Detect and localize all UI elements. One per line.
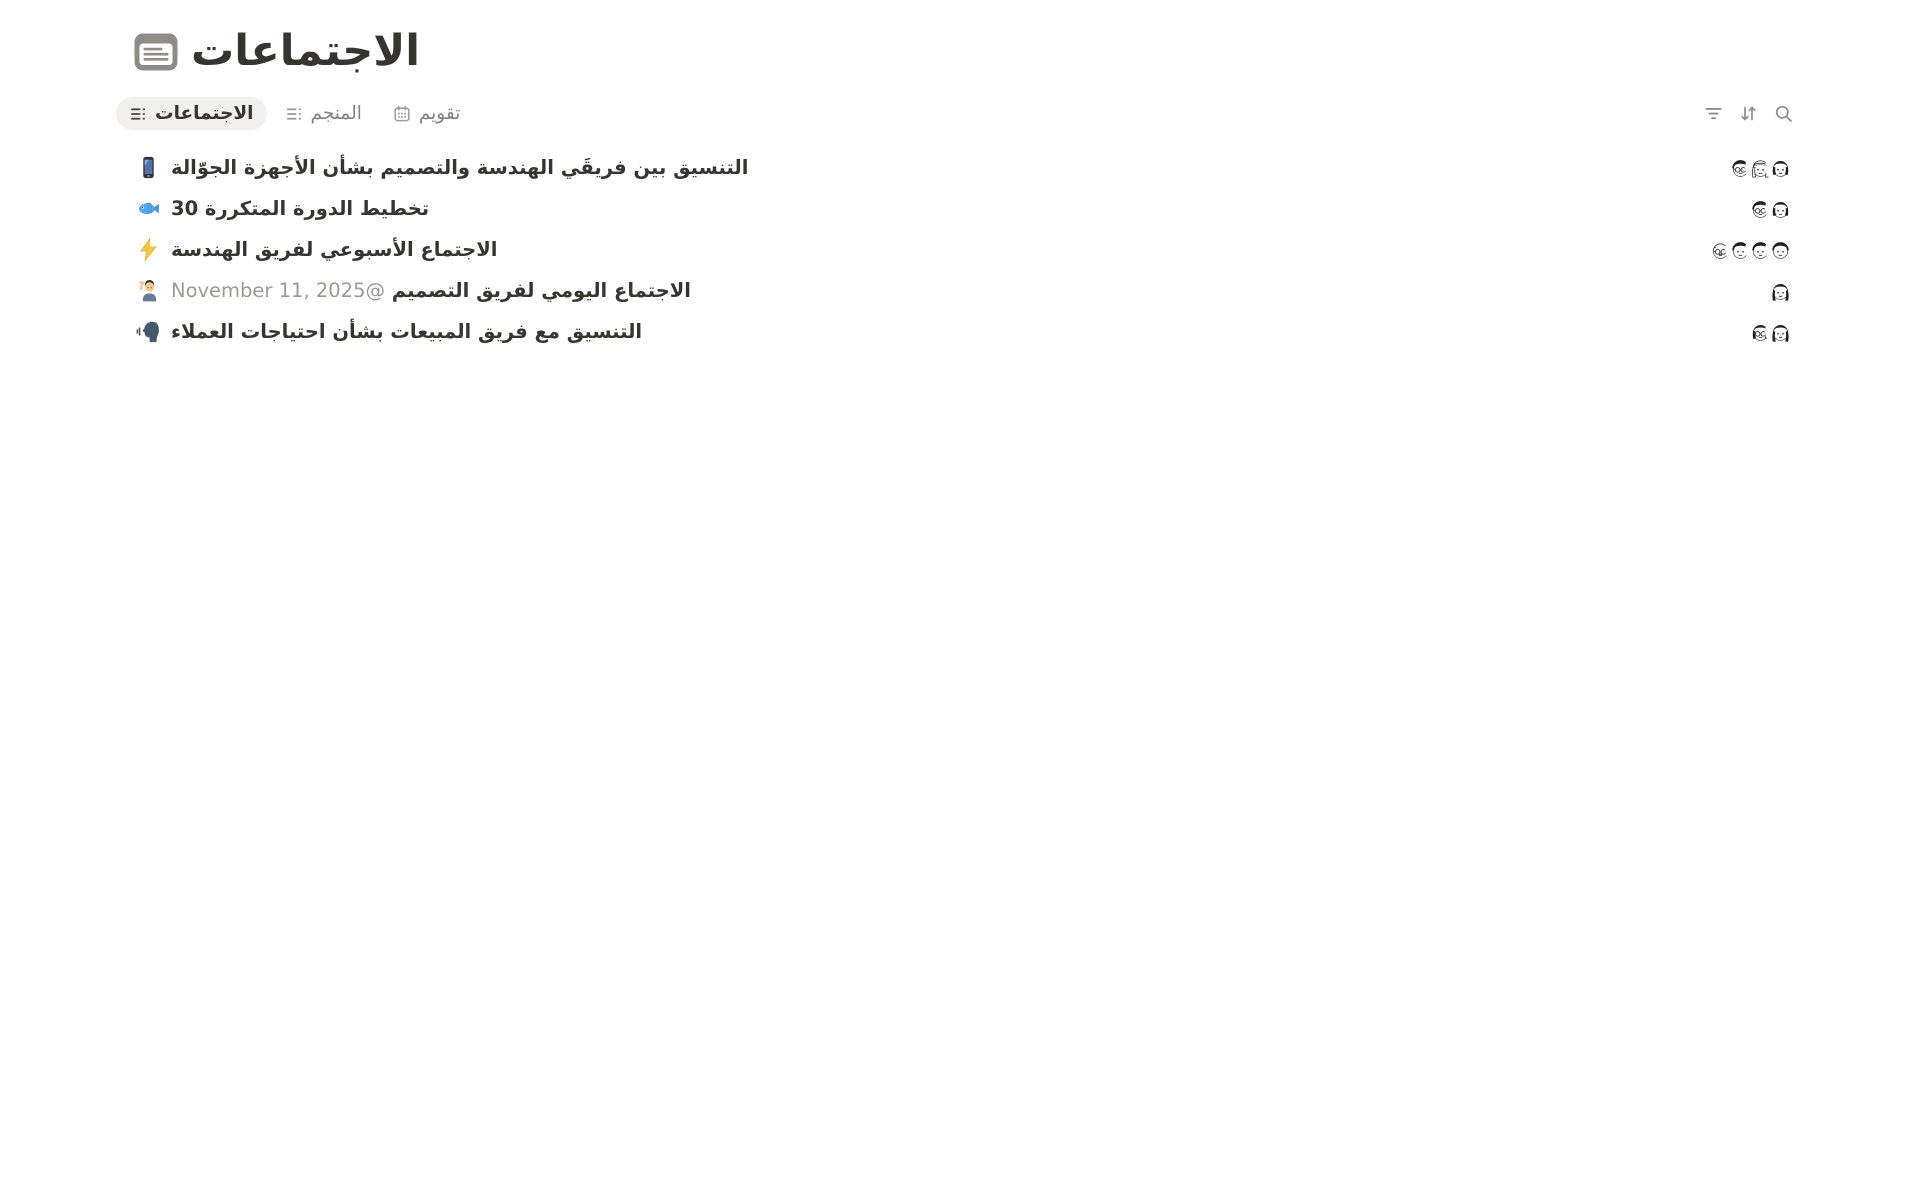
filter-icon[interactable] [1703,103,1724,124]
tab-meetings-list-view[interactable] [116,97,267,130]
meeting-title: الاجتماع اليومي لفريق التصميم @November 11, 2025 [171,278,691,302]
meeting-row[interactable] [0,147,1920,188]
fish-icon [136,196,161,221]
avatar-woman-long [1767,277,1794,304]
search-icon[interactable] [1773,103,1794,124]
speaking-head-icon [136,319,161,344]
tab-mine-list-view[interactable] [272,97,375,130]
meeting-title: التنسيق بين فريقَي الهندسة والتصميم بشأن الأجهزة الجوّالة [171,155,749,179]
list-view-icon [129,105,147,123]
meeting-row[interactable] [0,188,1920,229]
page-header [0,0,1920,78]
tab-label: المنجم [310,103,362,125]
date-mention: @November 11, 2025 [171,278,385,302]
meeting-title: التنسيق مع فريق المبيعات بشأن احتياجات العملاء [171,319,643,343]
avatar-woman-long [1767,318,1794,345]
avatar-man [1767,236,1794,263]
sort-icon[interactable] [1738,103,1759,124]
meeting-title: الاجتماع الأسبوعي لفريق الهندسة [171,237,498,261]
person-raising-hand-icon [136,278,161,303]
meeting-list [0,147,1920,352]
mobile-phone-icon [136,155,161,180]
page-title: الاجتماعات [191,26,421,76]
list-view-icon [285,105,303,123]
tab-label: تقويم [418,103,461,125]
attendee-avatars [1727,154,1794,181]
calendar-view-icon [393,105,411,123]
lightning-icon [136,237,161,262]
avatar-woman-bob [1767,154,1794,181]
view-toolbar [1703,103,1794,124]
tab-calendar-view[interactable] [380,97,474,130]
attendee-avatars [1767,277,1794,304]
tab-label: الاجتماعات [155,103,254,125]
meeting-row[interactable] [0,229,1920,270]
meeting-row[interactable] [0,270,1920,311]
meeting-row[interactable] [0,311,1920,352]
meeting-title: تخطيط الدورة المتكررة 30 [171,196,430,220]
page-note-icon[interactable] [134,33,178,71]
attendee-avatars [1747,195,1794,222]
attendee-avatars [1707,236,1794,263]
view-tab-bar [116,95,1794,133]
attendee-avatars [1747,318,1794,345]
avatar-woman-bob [1767,195,1794,222]
